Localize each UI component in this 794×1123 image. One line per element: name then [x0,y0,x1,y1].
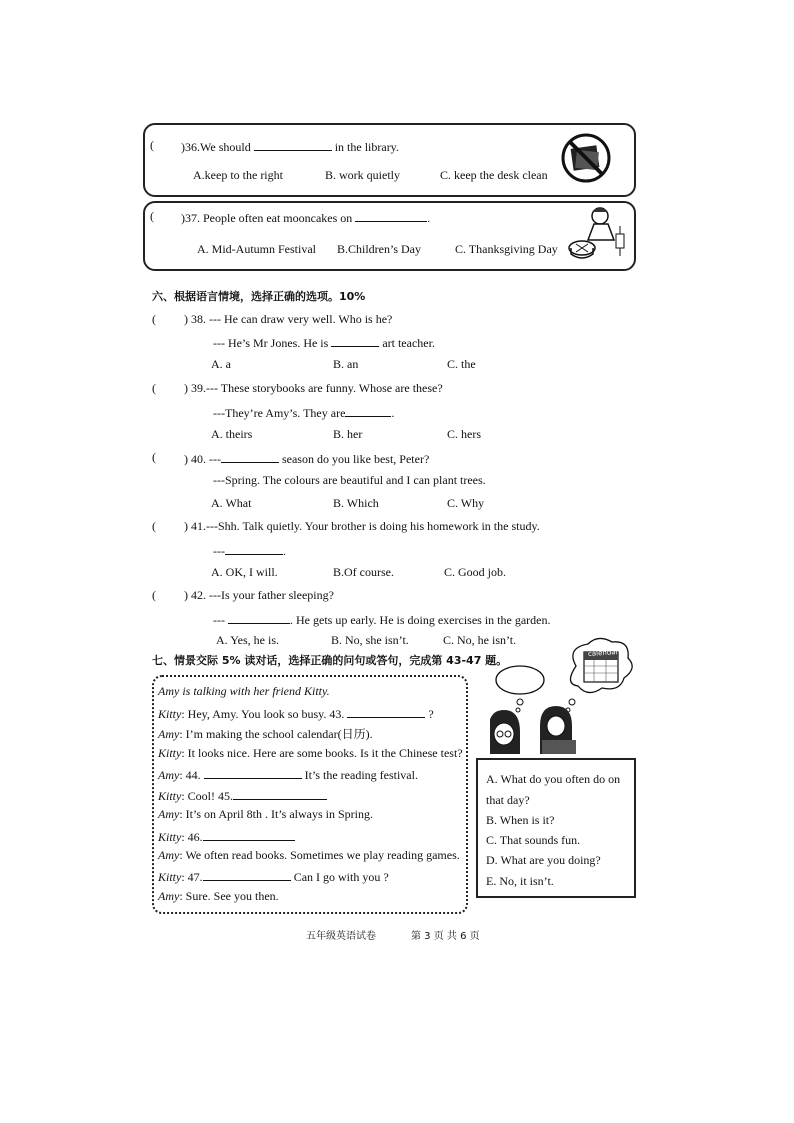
q39-answer-line: ---They’re Amy’s. They are . [213,406,395,420]
q40-paren[interactable]: ( [152,450,156,464]
q39-blank[interactable] [345,404,391,417]
q37-paren[interactable]: ( [150,209,154,223]
q42-option-b: B. No, she isn’t. [331,633,409,647]
section-6-title: 六、根据语言情境，选择正确的选项。10% [152,290,366,303]
q36-option-a: A.keep to the right [193,168,283,182]
calendar-label: calendar [587,647,619,659]
q36-blank[interactable] [254,138,332,151]
q37-option-c: C. Thanksgiving Day [455,242,558,256]
q42-option-c: C. No, he isn’t. [443,633,517,647]
q40-option-a: A. What [211,496,252,510]
option-e: E. No, it isn’t. [486,874,554,888]
q38-option-a: A. a [211,357,231,371]
q38-blank[interactable] [331,334,379,347]
q38-option-c: C. the [447,357,476,371]
q38-paren[interactable]: ( [152,312,156,326]
q41-blank[interactable] [225,542,283,555]
dialogue-line: Amy: We often read books. Sometimes we play reading games. [158,848,460,862]
blank-45[interactable] [233,787,327,800]
q40-option-b: B. Which [333,496,379,510]
q39-option-b: B. her [333,427,363,441]
dialogue-line: Amy: It’s on April 8th . It’s always in Spring. [158,807,373,821]
dialogue-line: Kitty: 47. Can I go with you ? [158,870,389,884]
option-a-continued: that day? [486,793,530,807]
q38-question: ) 38. --- He can draw very well. Who is he? [184,312,393,326]
q37-stem: )37. People often eat mooncakes on . [181,211,431,225]
option-b: B. When is it? [486,813,555,827]
footer-page-number: 第 3 页 共 6 页 [411,931,480,942]
q36-option-c: C. keep the desk clean [440,168,548,182]
q42-blank[interactable] [228,611,290,624]
section-7-title: 七、情景交际 5% 读对话，选择正确的问句或答句，完成第 43-47 题。 [152,654,508,667]
q39-option-c: C. hers [447,427,481,441]
footer-subject: 五年级英语试卷 [306,931,376,942]
dialogue-line: Kitty: It looks nice. Here are some books. Is it the Chinese test? [158,746,463,760]
q42-option-a: A. Yes, he is. [216,633,280,647]
option-d: D. What are you doing? [486,853,601,867]
q39-question: ) 39.--- These storybooks are funny. Whose are these? [184,381,443,395]
q41-answer-line: --- . [213,544,286,558]
dialogue-line: Amy: Sure. See you then. [158,889,279,903]
q42-question: ) 42. ---Is your father sleeping? [184,588,334,602]
q41-paren[interactable]: ( [152,519,156,533]
blank-43[interactable] [347,705,425,718]
dialogue-line: Kitty: Cool! 45. [158,787,327,804]
q37-option-a: A. Mid-Autumn Festival [197,242,316,256]
dialogue-line: Amy: I’m making the school calendar(日历). [158,727,373,741]
q40-option-c: C. Why [447,496,485,510]
q38-option-b: B. an [333,357,359,371]
q41-option-b: B.Of course. [333,565,394,579]
option-c: C. That sounds fun. [486,833,581,847]
q40-question: ) 40. --- season do you like best, Peter? [184,452,430,466]
q40-answer-line: ---Spring. The colours are beautiful and I can plant trees. [213,473,486,487]
q42-answer-line: --- . He gets up early. He is doing exercises in the garden. [213,613,551,627]
dialogue-line: Kitty: 46. [158,828,295,845]
q40-blank[interactable] [221,450,279,463]
q39-paren[interactable]: ( [152,381,156,395]
blank-44[interactable] [204,766,302,779]
q37-blank[interactable] [355,209,427,222]
q42-paren[interactable]: ( [152,588,156,602]
dialogue-line: Kitty: Hey, Amy. You look so busy. 43. ? [158,707,434,721]
q41-option-c: C. Good job. [444,565,507,579]
option-a: A. What do you often do on [486,772,621,786]
q36-option-b: B. work quietly [325,168,400,182]
q37-option-b: B.Children’s Day [337,242,421,256]
mooncake-girl-icon [566,204,630,264]
q36-paren[interactable]: ( [150,138,154,152]
dialogue-line: Amy: 44. It’s the reading festival. [158,768,418,782]
no-books-sign-icon [560,132,612,184]
q38-answer-line: --- He’s Mr Jones. He is art teacher. [213,336,435,350]
q39-option-a: A. theirs [211,427,253,441]
q41-question: ) 41.---Shh. Talk quietly. Your brother is doing his homework in the study. [184,519,540,533]
dialogue-intro: Amy is talking with her friend Kitty. [158,684,330,698]
q41-option-a: A. OK, I will. [211,565,278,579]
blank-46[interactable] [203,828,295,841]
q36-stem: )36.We should in the library. [181,140,399,154]
blank-47[interactable] [203,868,291,881]
